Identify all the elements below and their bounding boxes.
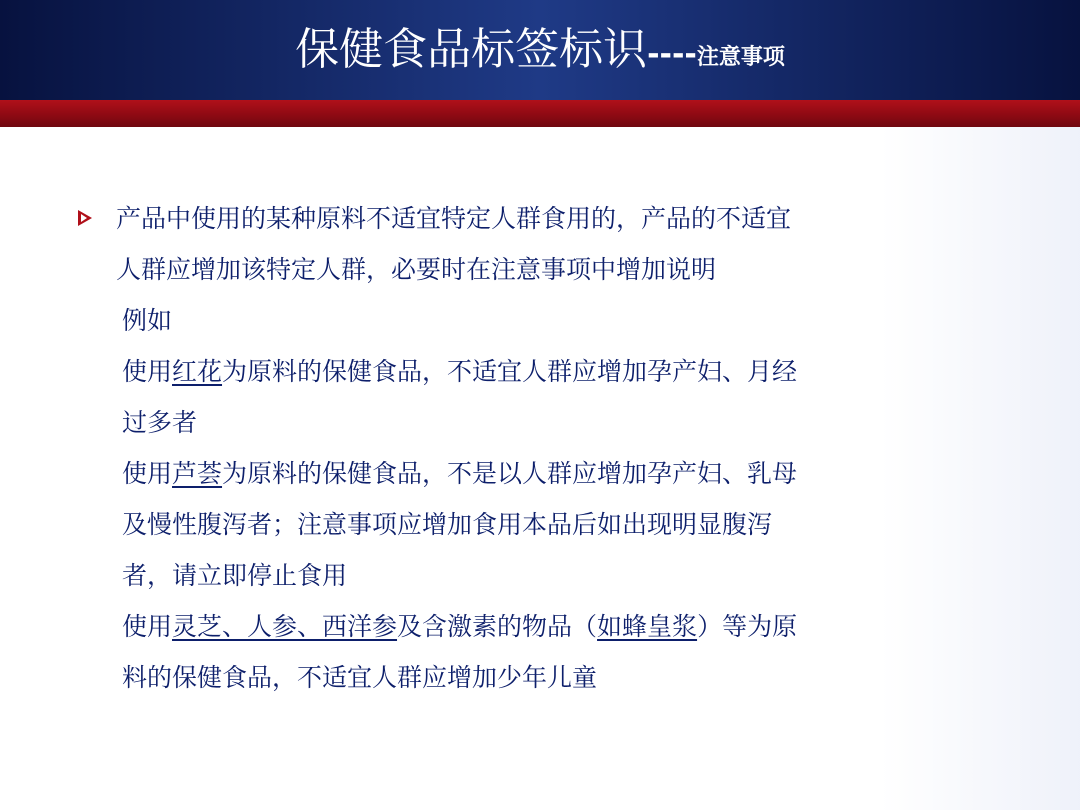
- example-1-text: 为原料的保健食品，不适宜人群应增加孕产妇、月经: [222, 357, 798, 386]
- ingredient-safflower: 红花: [172, 357, 223, 386]
- example-label: 例如: [122, 306, 173, 335]
- example-3-text-b: ）等为原: [697, 612, 798, 641]
- example-1-line-2: 过多者: [122, 408, 198, 437]
- arrow-bullet-icon: [78, 210, 92, 226]
- title-dash: ----: [647, 37, 697, 72]
- title-main: 保健食品标签标识: [295, 24, 648, 75]
- ingredient-ganoderma-ginseng: 灵芝、人参、西洋参: [172, 612, 398, 641]
- example-1-prefix: 使用: [122, 357, 173, 386]
- example-2-prefix: 使用: [122, 459, 173, 488]
- ingredient-aloe: 芦荟: [172, 459, 223, 488]
- bullet-line-1: 产品中使用的某种原料不适宜特定人群食用的，产品的不适宜: [116, 204, 792, 233]
- example-3-line-2: 料的保健食品，不适宜人群应增加少年儿童: [122, 663, 598, 692]
- example-3-text-a: 及含激素的物品（: [397, 612, 598, 641]
- bullet-item: [78, 193, 978, 295]
- example-2-line-1: [122, 448, 978, 499]
- example-3-prefix: 使用: [122, 612, 173, 641]
- content-body: [78, 193, 978, 703]
- example-1-line-1: [122, 346, 978, 397]
- example-2-text: 为原料的保健食品，不是以人群应增加孕产妇、乳母: [222, 459, 798, 488]
- accent-bar: [0, 100, 1080, 127]
- ingredient-royal-jelly: 如蜂皇浆: [597, 612, 698, 641]
- example-3-line-1: [122, 601, 978, 652]
- title-sub: 注意事项: [696, 45, 785, 70]
- slide-title: [0, 0, 1080, 100]
- example-block: [78, 295, 978, 703]
- example-2-line-3: 者，请立即停止食用: [122, 561, 348, 590]
- bullet-line-2: 人群应增加该特定人群，必要时在注意事项中增加说明: [116, 255, 717, 284]
- example-2-line-2: 及慢性腹泻者；注意事项应增加食用本品后如出现明显腹泻: [122, 510, 773, 539]
